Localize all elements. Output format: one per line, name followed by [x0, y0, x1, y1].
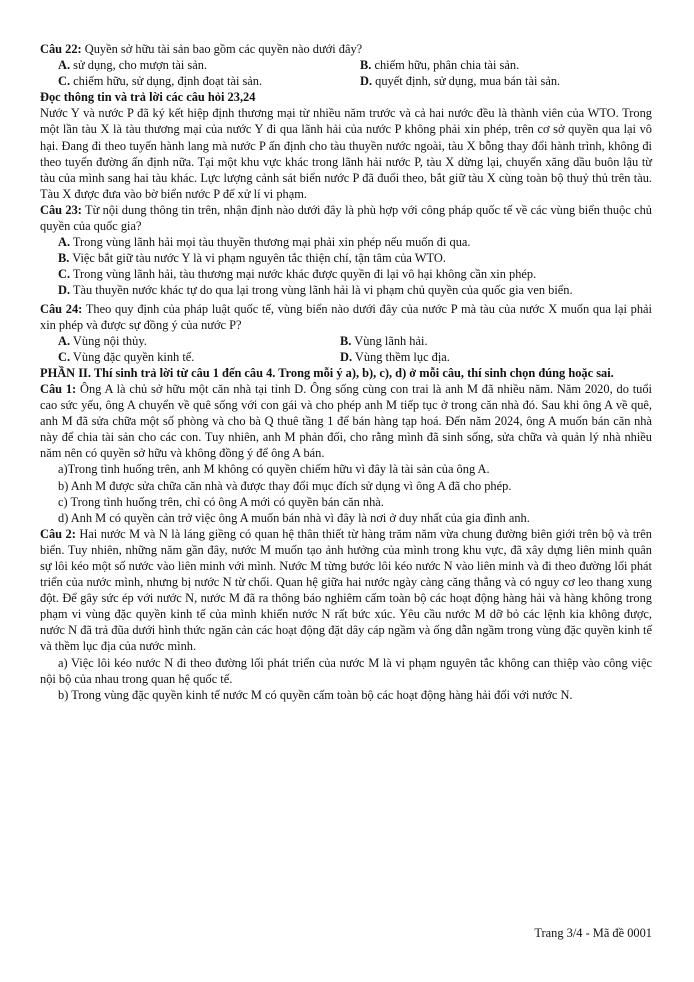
option-text: Vùng lãnh hải. [354, 333, 428, 348]
option-text: Vùng đặc quyền kinh tế. [72, 349, 195, 364]
p2q1-statement-a: a)Trong tình huống trên, anh M không có quyền chiếm hữu vì đây là tài sản của ông A. [58, 462, 490, 477]
q22-option-b [360, 57, 519, 73]
option-text: sử dụng, cho mượn tài sản. [73, 58, 208, 73]
reading-title-text: Đọc thông tin và trả lời các câu hỏi 23,24 [40, 90, 256, 105]
option-text: Vùng nội thủy. [72, 333, 147, 348]
option-text: Vùng thềm lục địa. [354, 349, 450, 364]
option-key: C. [58, 74, 71, 89]
option-key: B. [58, 251, 70, 266]
option-key: D. [58, 283, 71, 298]
option-key: D. [340, 349, 353, 364]
question-label: Câu 2: [40, 526, 76, 541]
option-key: A. [58, 235, 71, 250]
question-label: Câu 22: [40, 42, 82, 56]
question-24 [40, 301, 652, 333]
question-label: Câu 23: [40, 202, 82, 217]
p2q1-statement-b: b) Anh M được sửa chữa căn nhà và được thay đổi mục đích sử dụng vì ông A đã cho phép. [58, 478, 512, 493]
question-text: Ông A là chủ sở hữu một căn nhà tại tỉnh D. Ông sống cùng con trai là anh M đã nhiều năm. Năm 2020, do tuổi cao sức yếu, ông A chuyển về quê sống với con gái và cho phép anh M tiếp tục ở trong căn nhà đó. Sau khi ông A về quê, anh M đã sửa chữa một số phòng và cho bà Q thuê tầng 1 để bán hàng tạp hoá. Đến năm 2024, ông A muốn bán căn nhà này để chia tài sản cho các con. Tuy nhiên, anh M phản đối, cho rằng mình đã sinh sống, sửa chữa và quản lý nhà nhiều năm nên có quyền sở hữu và không đồng ý để ông A bán. [40, 381, 652, 461]
q23-option-a [40, 234, 652, 250]
p2q2-statement-a: a) Việc lôi kéo nước N đi theo đường lối phát triển của nước M là vi phạm nguyên tắc không can thiệp vào công việc nội bộ của nhau trong quan hệ quốc tế. [40, 655, 652, 686]
part2-heading-text: PHẦN II. Thí sinh trả lời từ câu 1 đến câu 4. Trong mỗi ý a), b), c), d) ở mỗi câu, thí sinh chọn đúng hoặc sai. [40, 365, 614, 380]
part2-question-2 [40, 526, 652, 655]
q24-option-c [58, 349, 340, 365]
option-key: A. [58, 58, 71, 73]
part2-heading [40, 365, 652, 381]
question-text: Quyền sở hữu tài sản bao gồm các quyền nào dưới đây? [84, 42, 363, 56]
option-text: quyết định, sử dụng, mua bán tài sản. [375, 74, 561, 89]
option-key: A. [58, 333, 71, 348]
p2q1-statement-c: c) Trong tình huống trên, chỉ có ông A mới có quyền bán căn nhà. [58, 494, 384, 509]
question-label: Câu 24: [40, 301, 83, 316]
question-22 [40, 41, 652, 57]
option-text: Việc bắt giữ tàu nước Y là vi phạm nguyên tắc thiện chí, tận tâm của WTO. [72, 251, 446, 266]
question-text: Theo quy định của pháp luật quốc tế, vùng biển nào dưới đây của nước P mà tàu của nước X muốn qua lại phải xin phép và được sự đồng ý của nước P? [40, 301, 653, 332]
q23-option-b [40, 250, 652, 266]
option-text: Tàu thuyền nước khác tự do qua lại trong vùng lãnh hải là vi phạm chủ quyền của quốc gia ven biển. [72, 283, 573, 298]
option-text: Trong vùng lãnh hải, tàu thương mại nước khác được quyền đi lại vô hại không cần xin phép. [72, 267, 537, 282]
exam-page [40, 41, 652, 703]
option-key: C. [58, 267, 71, 282]
q22-option-d [360, 73, 560, 89]
p2q2-statement-b: b) Trong vùng đặc quyền kinh tế nước M có quyền cấm toàn bộ các hoạt động hàng hải đối với nước N. [58, 687, 573, 702]
q24-option-b [340, 333, 428, 349]
option-key: C. [58, 349, 71, 364]
reading-title [40, 89, 652, 105]
option-key: B. [360, 58, 372, 73]
q22-option-c [58, 73, 360, 89]
question-text: Từ nội dung thông tin trên, nhận định nào dưới đây là phù hợp với công pháp quốc tế về các vùng biển thuộc chủ quyền của quốc gia? [40, 202, 653, 234]
q22-option-a [58, 57, 360, 73]
q24-options-row-1 [40, 333, 652, 349]
page-footer: Trang 3/4 - Mã đề 0001 [534, 926, 652, 940]
q24-option-a [58, 333, 340, 349]
question-label: Câu 1: [40, 381, 77, 396]
q23-option-d [40, 282, 652, 298]
option-key: B. [340, 333, 352, 348]
p2q1-statement-d: d) Anh M có quyền cản trở việc ông A muốn bán nhà vì đây là nơi ở duy nhất của gia đình anh. [58, 510, 530, 525]
q24-option-d [340, 349, 450, 365]
q23-option-c [40, 266, 652, 282]
question-text: Hai nước M và N là láng giềng có quan hệ thân thiết từ hàng trăm năm vừa chung đường biên giới trên bộ và trên biển. Tuy nhiên, những năm gần đây, nước M muốn tạo ảnh hưởng của mình trong khu vực, đã xây dựng liên minh quân sự lôi kéo một số nước vào liên minh với mình. Nước M từng bước lôi kéo nước N vào liên minh và đi theo đường lối phát triển của nước mình, nhưng bị nước N từ chối. Quan hệ giữa hai nước ngày càng căng thẳng và có nguy cơ leo thang xung đột. Để gây sức ép với nước N, nước M đã ra thông báo nghiêm cấm toàn bộ các hoạt động hàng hải và hàng không trong phạm vi vùng đặc quyền kinh tế của mình khiến nước N rất bức xúc. Yêu cầu nước M dỡ bỏ các lệnh kia không được, nước N đã trả đũa dưới hình thức ngăn cản các hoạt động đặt dây cáp ngầm và ống dẫn ngầm trong vùng đặc quyền kinh tế và thềm lục địa của nước mình. [40, 526, 652, 654]
q24-options-row-2 [40, 349, 652, 365]
option-text: chiếm hữu, sử dụng, định đoạt tài sản. [73, 74, 263, 89]
q22-options-row-2 [40, 73, 652, 89]
option-text: Trong vùng lãnh hải mọi tàu thuyền thương mại phải xin phép nếu muốn đi qua. [72, 235, 471, 250]
reading-passage: Nước Y và nước P đã ký kết hiệp định thương mại từ nhiều năm trước và cả hai nước đều là thành viên của WTO. Trong một lần tàu X là tàu thương mại của nước Y đi qua lãnh hải của nước P không phải xin phép, trên cơ sở quyền qua lại vô hại. Đang đi theo tuyến hành lang mà nước P ấn định cho tàu thuyền nước ngoài, tàu X bỗng thay đổi hành trình, không đi theo tuyến đường ấn định nữa. Tại một khu vực khác trong lãnh hải nước P, tàu X dừng lại, chuyển xăng dầu buôn lậu từ tàu của mình sang hai tàu khác. Lực lượng cảnh sát biển nước P đã đuổi theo, bắt giữ tàu X cùng toàn bộ thuỷ thủ trên tàu. Tàu X được đưa vào bờ biển nước P để xử lí vi phạm. [40, 106, 652, 201]
option-text: chiếm hữu, phân chia tài sản. [374, 58, 520, 73]
option-key: D. [360, 74, 373, 89]
q22-options-row-1 [40, 57, 652, 73]
part2-question-1 [40, 381, 652, 461]
question-23 [40, 202, 652, 234]
